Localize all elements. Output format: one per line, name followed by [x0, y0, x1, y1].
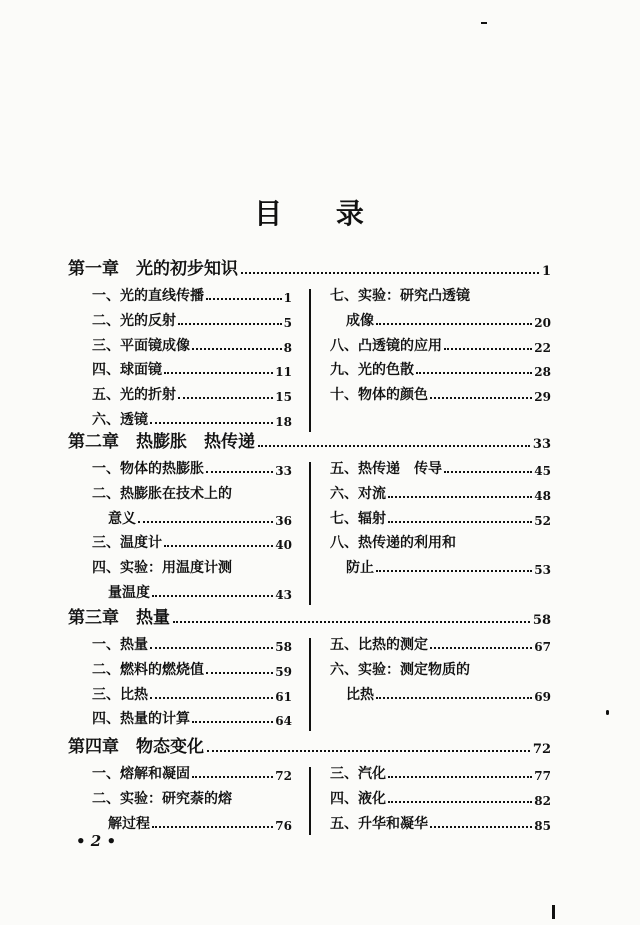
- column-divider: [309, 767, 311, 835]
- toc-entry-label: 三、比热: [92, 686, 148, 703]
- toc-entry[interactable]: [92, 708, 292, 728]
- toc-entry[interactable]: [330, 508, 551, 528]
- toc-entry-label: 四、液化: [330, 790, 386, 807]
- toc-entry-page: 85: [534, 818, 551, 833]
- dot-leader: [192, 721, 273, 723]
- toc-entry-label: 十、物体的颜色: [330, 387, 428, 404]
- toc-entry-page: 29: [534, 390, 551, 405]
- chapter-title: 第三章 热量: [68, 608, 170, 628]
- column-divider: [309, 462, 311, 605]
- toc-entry-label: 四、球面镜: [92, 362, 162, 379]
- dot-leader: [206, 298, 282, 300]
- toc-entry[interactable]: [92, 532, 292, 552]
- toc-entry[interactable]: [330, 788, 551, 808]
- dot-leader: [258, 445, 530, 447]
- scan-mark: [552, 905, 555, 919]
- toc-entry-label: 防止: [346, 560, 374, 577]
- scan-mark: [481, 22, 487, 24]
- column-divider: [309, 289, 311, 432]
- toc-entry-page: 8: [283, 340, 292, 355]
- toc-entry[interactable]: [330, 359, 551, 379]
- toc-entry-page: 5: [283, 315, 292, 330]
- toc-entry-label: 一、热量: [92, 637, 148, 653]
- toc-entry-label: 六、透镜: [92, 412, 148, 428]
- toc-entry[interactable]: [92, 788, 292, 808]
- dot-leader: [430, 647, 532, 649]
- dot-leader: [150, 697, 273, 699]
- toc-entry-label: 三、汽化: [330, 766, 386, 782]
- toc-entry-page: 1: [283, 291, 292, 305]
- toc-entry-label: 解过程: [108, 815, 150, 832]
- toc-entry[interactable]: [92, 763, 292, 783]
- toc-entry-page: 76: [275, 818, 292, 833]
- toc-entry[interactable]: [92, 310, 292, 330]
- toc-entry-label: 意义: [108, 510, 136, 527]
- toc-entry-label: 一、物体的热膨胀: [92, 461, 204, 477]
- dot-leader: [430, 397, 532, 399]
- dot-leader: [178, 397, 273, 399]
- toc-entry[interactable]: [92, 409, 292, 429]
- dot-leader: [388, 801, 532, 803]
- toc-entry-label: 五、升华和凝华: [330, 815, 428, 832]
- toc-entry[interactable]: [92, 335, 292, 355]
- toc-entry-page: 36: [275, 513, 292, 528]
- toc-entry[interactable]: [108, 813, 292, 833]
- toc-entry[interactable]: [346, 557, 551, 577]
- dot-leader: [376, 323, 532, 325]
- toc-entry[interactable]: [92, 483, 292, 503]
- dot-leader: [150, 647, 273, 649]
- dot-leader: [164, 545, 273, 547]
- toc-entry[interactable]: [330, 458, 551, 478]
- toc-entry-label: 七、辐射: [330, 510, 386, 527]
- toc-entry[interactable]: [330, 384, 551, 404]
- dot-leader: [150, 422, 273, 424]
- dot-leader: [430, 826, 532, 828]
- chapter-title: 第一章 光的初步知识: [68, 259, 238, 279]
- chapter-title: 第二章 热膨胀 热传递: [68, 432, 255, 452]
- toc-entry[interactable]: [330, 335, 551, 355]
- toc-entry[interactable]: [330, 285, 551, 305]
- toc-entry-page: 82: [534, 793, 551, 808]
- toc-entry[interactable]: [92, 684, 292, 704]
- toc-entry-page: 77: [534, 769, 551, 783]
- dot-leader: [241, 272, 539, 274]
- toc-entry[interactable]: [330, 483, 551, 503]
- toc-entry-page: 64: [275, 714, 292, 729]
- toc-entry[interactable]: [92, 458, 292, 478]
- toc-entry[interactable]: [330, 634, 551, 654]
- toc-entry[interactable]: [346, 684, 551, 704]
- toc-entry-label: 五、热传递 传导: [330, 461, 442, 477]
- column-divider: [309, 638, 311, 731]
- toc-entry-page: 22: [534, 340, 551, 355]
- toc-entry-page: 48: [534, 488, 551, 503]
- toc-entry-label: 八、凸透镜的应用: [330, 337, 442, 354]
- toc-entry[interactable]: [346, 310, 551, 330]
- dot-leader: [444, 471, 532, 473]
- toc-entry-label: 五、光的折射: [92, 387, 176, 404]
- page-title: 目 录: [254, 197, 386, 230]
- chapter-title: 第四章 物态变化: [68, 737, 204, 757]
- page-number: • 2 •: [76, 832, 117, 850]
- toc-entry-label: 三、温度计: [92, 535, 162, 552]
- toc-entry-page: 58: [275, 640, 292, 654]
- dot-leader: [152, 595, 273, 597]
- toc-entry-page: 69: [534, 689, 551, 704]
- toc-entry-label: 二、燃料的燃烧值: [92, 661, 204, 678]
- toc-entry-page: 11: [275, 365, 292, 380]
- scan-mark: [606, 710, 609, 715]
- toc-entry[interactable]: [330, 659, 551, 679]
- chapter-heading[interactable]: [68, 428, 551, 452]
- toc-entry[interactable]: [92, 285, 292, 305]
- toc-entry-label: 一、光的直线传播: [92, 288, 204, 304]
- toc-entry[interactable]: [92, 659, 292, 679]
- dot-leader: [388, 521, 532, 523]
- toc-entry-page: 52: [534, 513, 551, 528]
- toc-entry[interactable]: [330, 763, 551, 783]
- chapter-page: 33: [532, 437, 551, 452]
- dot-leader: [206, 672, 273, 674]
- toc-entry-label: 四、实验：用温度计测: [92, 560, 232, 577]
- toc-entry-label: 一、熔解和凝固: [92, 766, 190, 782]
- toc-entry[interactable]: [92, 384, 292, 404]
- chapter-page: 72: [532, 742, 551, 757]
- dot-leader: [206, 471, 273, 473]
- dot-leader: [192, 348, 282, 350]
- toc-entry-label: 九、光的色散: [330, 362, 414, 379]
- chapter-heading[interactable]: [68, 733, 551, 757]
- toc-entry-label: 比热: [346, 686, 374, 703]
- toc-entry[interactable]: [92, 634, 292, 654]
- toc-entry-label: 七、实验：研究凸透镜: [330, 288, 470, 304]
- dot-leader: [207, 750, 530, 752]
- toc-entry-label: 八、热传递的利用和: [330, 535, 456, 552]
- toc-entry-label: 六、对流: [330, 485, 386, 502]
- toc-entry-page: 45: [534, 464, 551, 478]
- dot-leader: [416, 372, 532, 374]
- toc-entry-page: 40: [275, 538, 292, 553]
- dot-leader: [388, 776, 532, 778]
- toc-entry-page: 67: [534, 640, 551, 654]
- toc-entry-label: 六、实验：测定物质的: [330, 661, 470, 678]
- dot-leader: [388, 496, 532, 498]
- toc-entry-page: 59: [275, 664, 292, 679]
- dot-leader: [192, 776, 273, 778]
- toc-entry-page: 53: [534, 563, 551, 578]
- toc-entry[interactable]: [330, 813, 551, 833]
- toc-entry-page: 72: [275, 769, 292, 783]
- toc-entry-label: 二、实验：研究萘的熔: [92, 790, 232, 807]
- dot-leader: [164, 372, 273, 374]
- chapter-heading[interactable]: [68, 255, 551, 279]
- chapter-heading[interactable]: [68, 604, 551, 628]
- toc-entry[interactable]: [108, 582, 292, 602]
- dot-leader: [376, 697, 532, 699]
- toc-entry-page: 20: [534, 315, 551, 330]
- dot-leader: [173, 621, 530, 623]
- toc-entry-page: 33: [275, 464, 292, 478]
- toc-entry-page: 28: [534, 365, 551, 380]
- toc-entry-label: 量温度: [108, 585, 150, 601]
- toc-entry-page: 15: [275, 390, 292, 405]
- chapter-page: 1: [541, 264, 551, 279]
- dot-leader: [444, 348, 532, 350]
- toc-entry-label: 二、光的反射: [92, 312, 176, 329]
- toc-entry-page: 43: [275, 588, 292, 602]
- dot-leader: [376, 570, 532, 572]
- toc-entry[interactable]: [92, 557, 292, 577]
- toc-entry[interactable]: [92, 359, 292, 379]
- toc-entry-label: 四、热量的计算: [92, 711, 190, 728]
- toc-entry-label: 五、比热的测定: [330, 637, 428, 653]
- dot-leader: [178, 323, 282, 325]
- toc-entry-label: 三、平面镜成像: [92, 337, 190, 354]
- chapter-page: 58: [532, 613, 551, 628]
- toc-entry-label: 二、热膨胀在技术上的: [92, 485, 232, 502]
- toc-entry-page: 18: [275, 415, 292, 429]
- dot-leader: [138, 521, 273, 523]
- toc-entry[interactable]: [108, 508, 292, 528]
- dot-leader: [152, 826, 273, 828]
- toc-entry-label: 成像: [346, 312, 374, 329]
- toc-entry[interactable]: [330, 532, 551, 552]
- toc-entry-page: 61: [275, 689, 292, 704]
